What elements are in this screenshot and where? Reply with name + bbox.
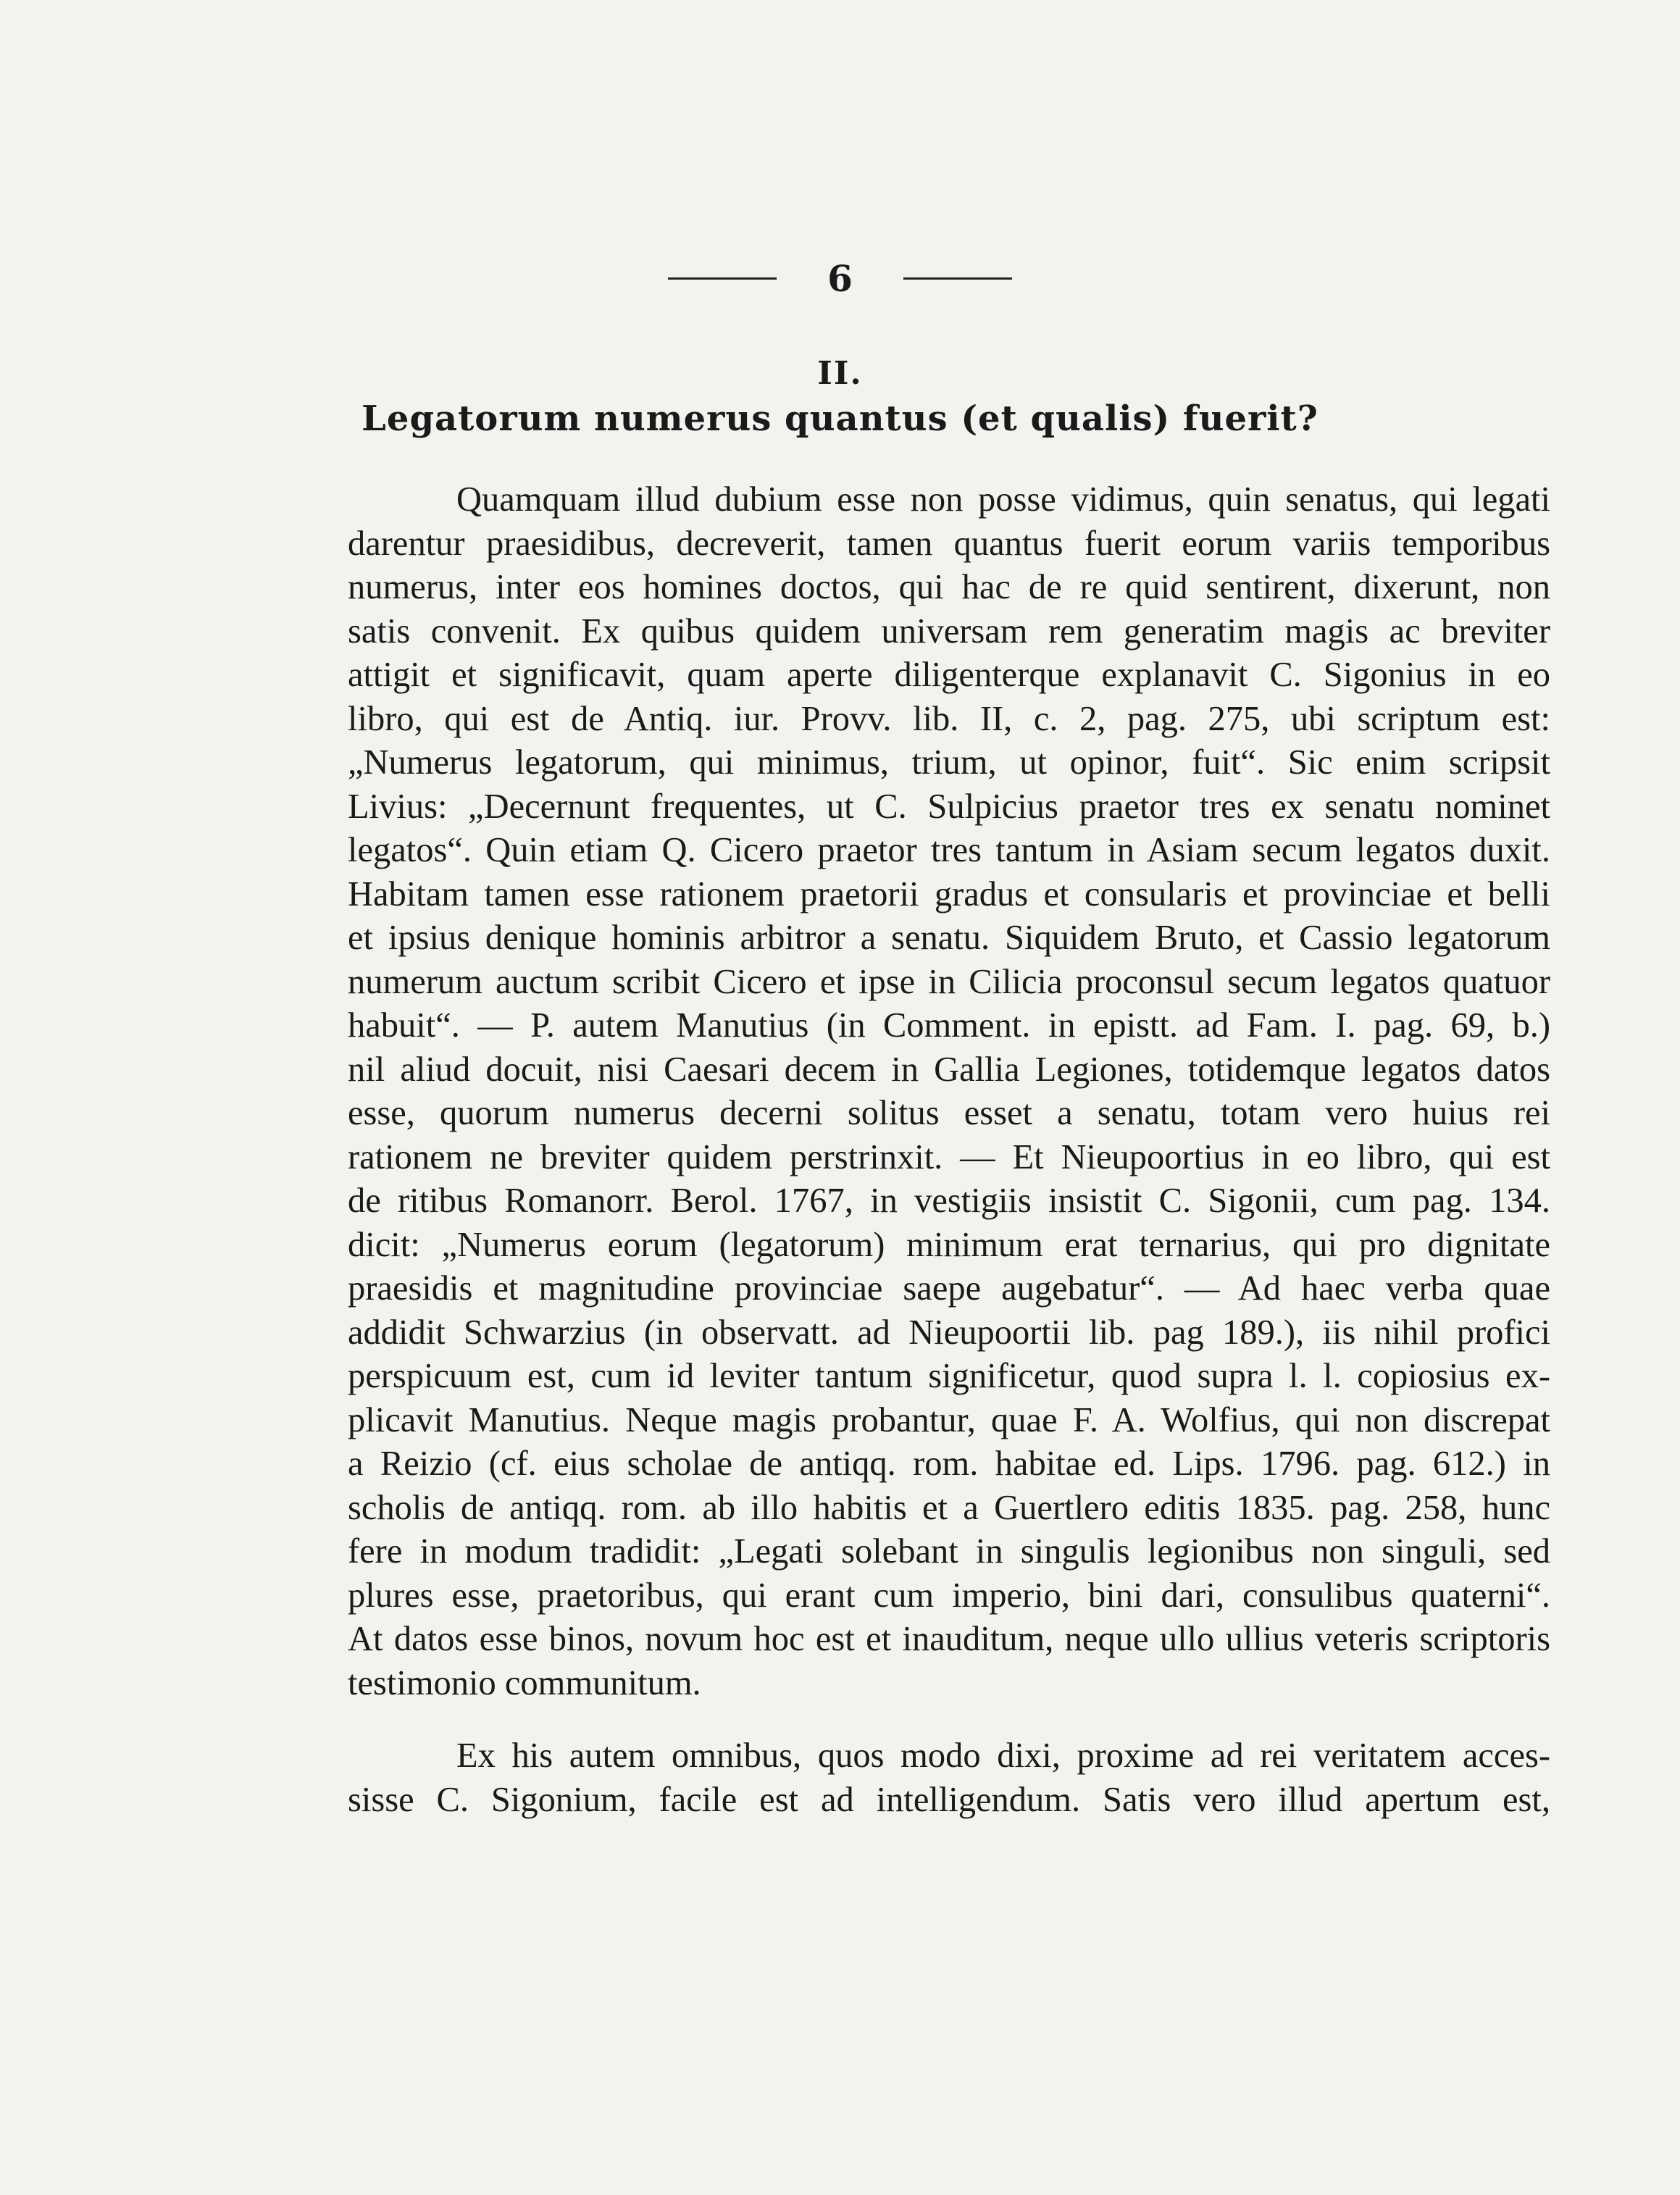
body-text [348,478,1550,1822]
header-rule-right [903,277,1012,280]
page-header [0,257,1680,300]
text-line: fere in modum tradidit: „Legati solebant in singulis legionibus non singuli, sed [348,1532,1550,1571]
text-line: esse, quorum numerus decerni solitus esset a senatu, totam vero huius rei [348,1094,1550,1132]
text-line: Habitam tamen esse rationem praetorii gradus et consularis et provinciae et belli [348,874,1550,913]
text-line: Livius: „Decernunt frequentes, ut C. Sulpicius praetor tres ex senatu nominet [348,787,1550,826]
text-line: habuit“. — P. autem Manutius (in Comment. in epistt. ad Fam. I. pag. 69, b.) [348,1006,1550,1045]
text-line: rationem ne breviter quidem perstrinxit. — Et Nieupoortius in eo libro, qui est [348,1137,1550,1176]
text-line: At datos esse binos, novum hoc est et inauditum, neque ullo ullius veteris scriptoris [348,1620,1550,1658]
text-line: et ipsius denique hominis arbitror a senatu. Siquidem Bruto, et Cassio legatorum [348,919,1550,957]
text-line: perspicuum est, cum id leviter tantum significetur, quod supra l. l. copiosius ex- [348,1357,1550,1395]
text-line: plicavit Manutius. Neque magis probantur, quae F. A. Wolfius, qui non discrepat [348,1400,1550,1439]
text-line: sisse C. Sigonium, facile est ad intelligendum. Satis vero illud apertum est, [348,1780,1550,1819]
text-line: praesidis et magnitudine provinciae saepe augebatur“. — Ad haec verba quae [348,1269,1550,1308]
text-line: testimonio communitum. [348,1663,701,1702]
text-line: numerum auctum scribit Cicero et ipse in Cilicia proconsul secum legatos quatuor [348,962,1550,1001]
section-number: II. [817,355,863,392]
text-line: dicit: „Numerus eorum (legatorum) minimum erat ternarius, qui pro dignitate [348,1225,1550,1264]
text-line: de ritibus Romanorr. Berol. 1767, in vestigiis insistit C. Sigonii, cum pag. 134. [348,1182,1550,1220]
text-line: attigit et significavit, quam aperte diligenterque explanavit C. Sigonius in eo [348,656,1550,694]
text-line: libro, qui est de Antiq. iur. Provv. lib. II, c. 2, pag. 275, ubi scriptum est: [348,699,1550,738]
header-rule-left [668,277,777,280]
section-title: Legatorum numerus quantus (et qualis) fuerit? [362,398,1318,439]
paragraph-2 [348,1734,1550,1822]
text-line: Ex his autem omnibus, quos modo dixi, proxime ad rei veritatem acces- [456,1736,1550,1775]
text-line: satis convenit. Ex quibus quidem universam rem generatim magis ac breviter [348,611,1550,651]
text-line: „Numerus legatorum, qui minimus, trium, ut opinor, fuit“. Sic enim scripsit [348,743,1550,782]
text-line: plures esse, praetoribus, qui erant cum imperio, bini dari, consulibus quaterni“. [348,1576,1550,1615]
page-number: 6 [827,257,853,300]
text-line: Quamquam illud dubium esse non posse vidimus, quin senatus, qui legati [456,480,1550,519]
text-line: numerus, inter eos homines doctos, qui hac de re quid sentirent, dixerunt, non [348,568,1550,606]
paragraph-1 [348,478,1550,1705]
text-line: nil aliud docuit, nisi Caesari decem in Gallia Legiones, totidemque legatos datos [348,1050,1550,1089]
text-line: legatos“. Quin etiam Q. Cicero praetor tres tantum in Asiam secum legatos duxit. [348,831,1550,869]
text-line: darentur praesidibus, decreverit, tamen quantus fuerit eorum variis temporibus [348,524,1550,563]
text-line: addidit Schwarzius (in observatt. ad Nieupoortii lib. pag 189.), iis nihil profici [348,1313,1550,1352]
text-line: a Reizio (cf. eius scholae de antiqq. rom. habitae ed. Lips. 1796. pag. 612.) in [348,1444,1550,1483]
text-line: scholis de antiqq. rom. ab illo habitis et a Guertlero editis 1835. pag. 258, hunc [348,1488,1550,1527]
